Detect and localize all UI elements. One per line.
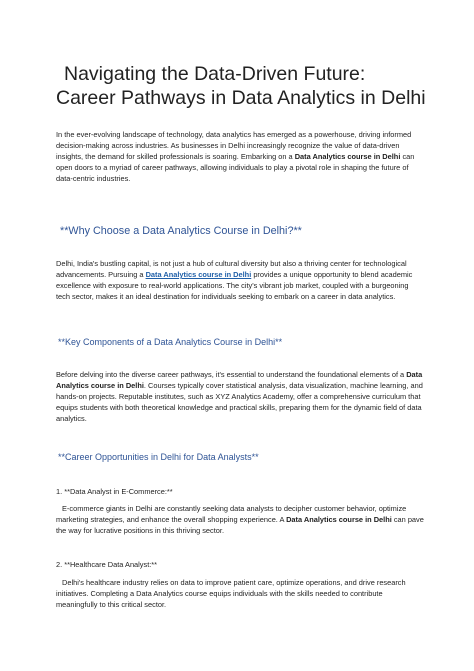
career-item-1-paragraph bbox=[56, 503, 424, 536]
components-text-1: Before delving into the diverse career pathways, it's essential to understand the foundational elements of a bbox=[56, 370, 407, 379]
components-paragraph bbox=[56, 369, 424, 424]
intro-text-1: In the ever-evolving landscape of technology, data analytics has emerged as a powerhouse, driving informed decision-making across industries. As businesses in Delhi increasingly recognize the value of data-driven insights, the demand for skilled professionals is soaring. Embarking on a bbox=[56, 130, 412, 161]
item1-bold-course: Data Analytics course in Delhi bbox=[286, 515, 392, 524]
title-line-2: Career Pathways in Data Analytics in Delhi bbox=[56, 87, 426, 109]
item1-text-1: E-commerce giants in Delhi are constantly seeking data analysts to decipher customer behavior, optimize marketing strategies, and enhance the overall shopping experience. A bbox=[56, 504, 407, 524]
why-text-1: Delhi, India's bustling capital, is not just a hub of cultural diversity but also a thriving center for technological advancements. Pursuing a bbox=[56, 259, 407, 279]
heading-key-components: **Key Components of a Data Analytics Course in Delhi** bbox=[58, 337, 283, 347]
components-bold-course: Data Analytics course in Delhi bbox=[56, 370, 423, 390]
page-title bbox=[56, 62, 456, 110]
intro-bold-course: Data Analytics course in Delhi bbox=[294, 152, 401, 161]
career-item-2-paragraph: Delhi's healthcare industry relies on data to improve patient care, optimize operations, and drive research initiatives. Completing a Data Analytics course equips individuals with the skills needed to contribute meaningfully to this critical sector. bbox=[56, 578, 406, 609]
career-item-2-title: 2. **Healthcare Data Analyst:** bbox=[56, 560, 158, 569]
heading-why-choose: **Why Choose a Data Analytics Course in Delhi?** bbox=[60, 225, 302, 237]
item1-text-2: can pave the way for lucrative positions in this thriving sector. bbox=[56, 515, 424, 535]
heading-career-opportunities: **Career Opportunities in Delhi for Data Analysts** bbox=[58, 452, 259, 462]
components-text-2: . Courses typically cover statistical analysis, data visualization, machine learning, and hands-on projects. Reputable institutes, such as XYZ Analytics Academy, offer a comprehensive curriculum that equips students with both theoretical knowledge and practical skills, preparing them for the dynamic field of data analytics. bbox=[56, 381, 423, 423]
course-link[interactable]: Data Analytics course in Delhi bbox=[145, 270, 252, 279]
intro-paragraph bbox=[56, 129, 424, 184]
career-item-1-title: 1. **Data Analyst in E-Commerce:** bbox=[56, 487, 173, 496]
why-paragraph bbox=[56, 258, 424, 302]
why-text-2: provides a unique opportunity to blend academic excellence with exposure to real-world applications. The city's vibrant job market, coupled with a burgeoning tech sector, makes it an ideal destination for individuals seeking to embark on a career in data analytics. bbox=[56, 270, 413, 301]
title-line-1: Navigating the Data-Driven Future: bbox=[64, 63, 366, 85]
intro-text-2: can open doors to a myriad of career pathways, allowing individuals to play a pivotal role in shaping the future of data-centric industries. bbox=[56, 152, 415, 183]
